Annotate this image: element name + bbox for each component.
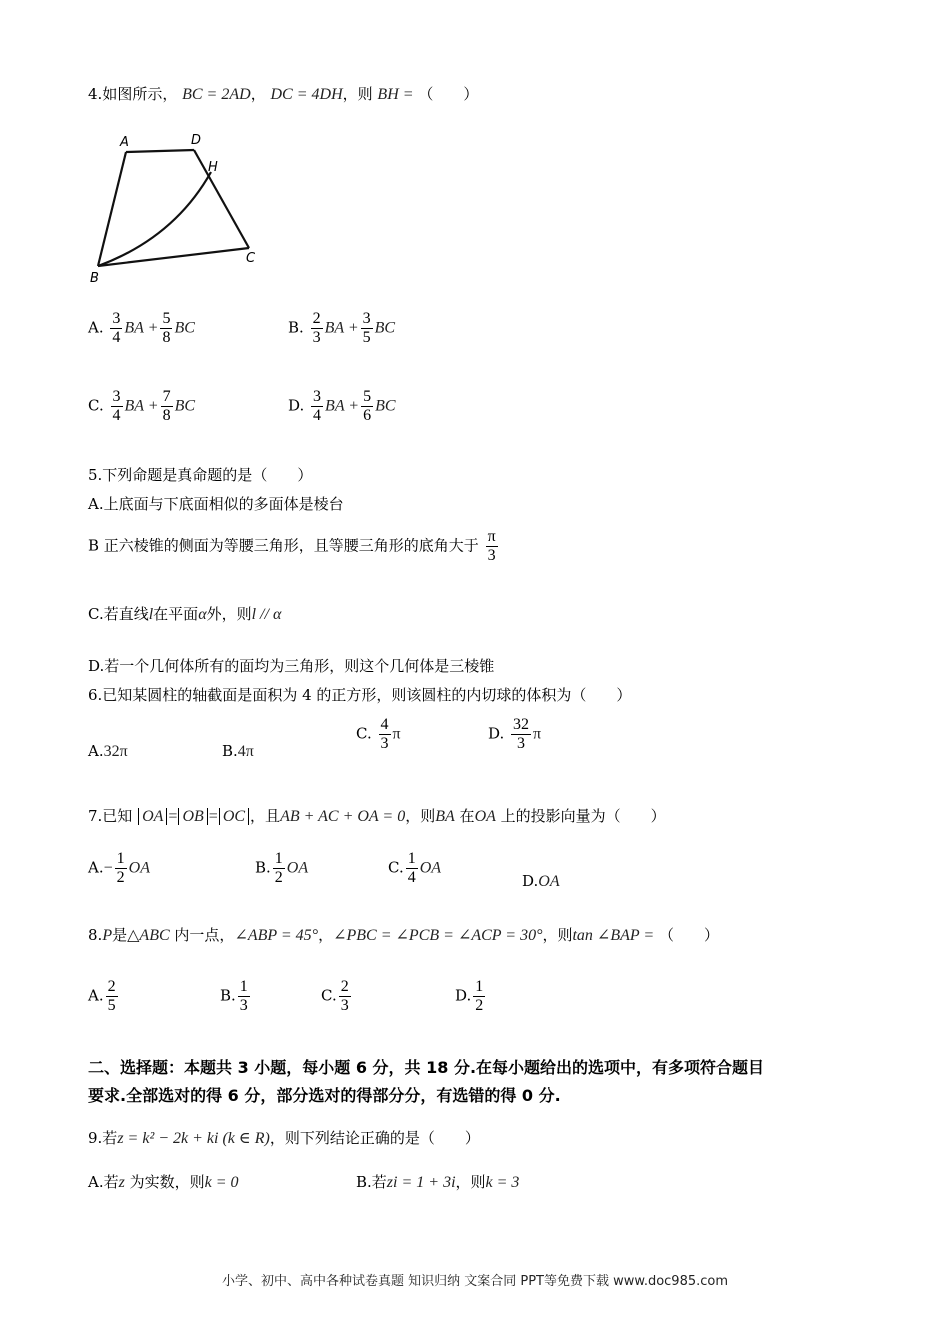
q4-figure <box>84 128 264 288</box>
q7-option-c[interactable]: C. $\frac{1}{4}$ OA <box>388 850 442 886</box>
q9-option-b[interactable]: B.若zi = 1 + 3i，则k = 3 <box>356 1173 520 1191</box>
q7-stem: 7.已知 OA = OB = OC ，且AB + AC + OA = 0，则BA 在OA 上的投影向量为（ ） <box>88 807 666 825</box>
edge-dc <box>194 150 249 248</box>
label-h: H <box>208 160 218 175</box>
section-2-line2: 要求.全部选对的得 6 分，部分选对的得部分分，有选错的得 0 分. <box>88 1086 561 1105</box>
q5-option-d[interactable]: D.若一个几何体所有的面均为三角形，则这个几何体是三棱锥 <box>88 657 495 675</box>
label-c: C <box>246 251 256 266</box>
q8-option-d[interactable]: D. $\frac{1}{2}$ <box>455 978 484 1014</box>
q6-option-d[interactable]: D. $\frac{32}{3}$ π <box>488 716 542 752</box>
q8-option-b[interactable]: B. $\frac{1}{3}$ <box>220 978 248 1014</box>
q8-option-c[interactable]: C. $\frac{2}{3}$ <box>321 978 349 1014</box>
section-2-line1: 二、选择题：本题共 3 小题，每小题 6 分，共 18 分.在每小题给出的选项中，有多项符合题目 <box>88 1058 765 1077</box>
q4-option-d[interactable]: D. $\frac{3}{4}$ BA + $\frac{5}{6}$ BC <box>288 388 396 424</box>
q7-option-b[interactable]: B. $\frac{1}{2}$ OA <box>255 850 309 886</box>
q4-option-a[interactable]: A. $\frac{3}{4}$ BA + $\frac{5}{8}$ BC <box>88 310 195 346</box>
label-b: B <box>90 271 99 286</box>
section-2-heading <box>88 1054 888 1110</box>
q6-option-b[interactable]: B.4π <box>222 742 254 760</box>
q5-option-a[interactable]: A.上底面与下底面相似的多面体是棱台 <box>88 495 344 513</box>
q8-option-a[interactable]: A. $\frac{2}{5}$ <box>88 978 116 1014</box>
edge-ab <box>98 152 126 266</box>
page-footer: 小学、初中、高中各种试卷真题 知识归纳 文案合同 PPT等免费下载 www.doc985.com <box>221 1274 729 1289</box>
q5-stem: 5.下列命题是真命题的是（ ） <box>88 466 313 484</box>
q6-option-c[interactable]: C. $\frac{4}{3}$ π <box>356 716 401 752</box>
label-a: A <box>120 135 129 150</box>
q8-stem: 8.P是△ABC 内一点，∠ABP = 45°，∠PBC = ∠PCB = ∠ACP = 30°，则tan ∠BAP = （ ） <box>88 926 719 944</box>
q6-option-a[interactable]: A.32π <box>88 742 128 760</box>
q5-option-b[interactable]: B 正六棱锥的侧面为等腰三角形，且等腰三角形的底角大于 $\frac{\pi}{3}$ <box>88 528 496 564</box>
q4-option-b[interactable]: B. $\frac{2}{3}$ BA + $\frac{3}{5}$ BC <box>288 310 396 346</box>
edge-ad <box>126 150 194 152</box>
q4-option-c[interactable]: C. $\frac{3}{4}$ BA + $\frac{7}{8}$ BC <box>88 388 196 424</box>
label-d: D <box>191 133 202 148</box>
q4-stem: 4.如图所示， BC = 2AD， DC = 4DH，则 BH = （ ） <box>88 85 479 103</box>
q9-option-a[interactable]: A.若z 为实数，则k = 0 <box>88 1173 239 1191</box>
q6-stem: 6.已知某圆柱的轴截面是面积为 4 的正方形，则该圆柱的内切球的体积为（ ） <box>88 686 632 704</box>
q5-option-c[interactable]: C.若直线l在平面α外，则l // α <box>88 605 282 623</box>
q7-option-d[interactable]: D.OA <box>522 872 560 890</box>
edge-bh <box>98 172 211 266</box>
q9-stem: 9.若z = k² − 2k + ki (k ∈ R)，则下列结论正确的是（ ） <box>88 1129 480 1147</box>
q7-option-a[interactable]: A.− $\frac{1}{2}$ OA <box>88 850 150 886</box>
